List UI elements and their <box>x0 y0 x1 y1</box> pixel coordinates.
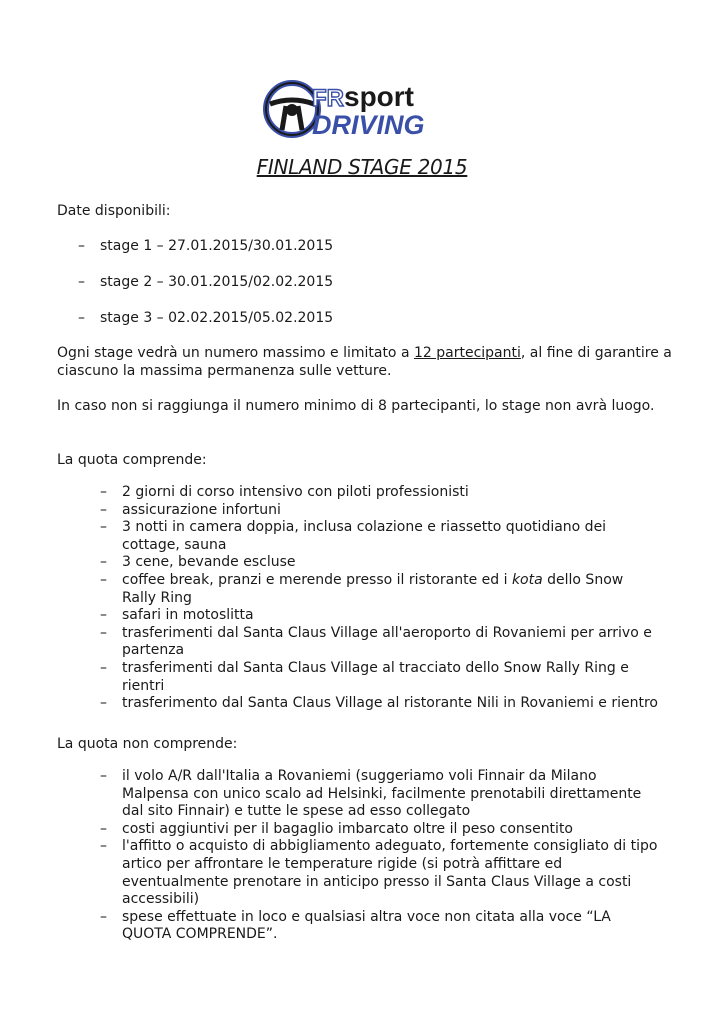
list-item: – costi aggiuntivi per il bagaglio imbarcato oltre il peso consentito <box>100 821 660 839</box>
includes-list <box>100 484 660 713</box>
kota-term: kota <box>511 571 543 588</box>
list-item: – l'affitto o acquisto di abbigliamento adeguato, fortemente consigliato di tipo artico per affrontare le temperature rigide (si potrà affittare ed eventualmente prenotare in anticipo presso il Santa Claus Village a costi accessibili) <box>100 838 660 908</box>
participants-paragraph <box>57 344 677 380</box>
list-item: – safari in motoslitta <box>100 607 660 625</box>
includes-heading: La quota comprende: <box>57 452 207 468</box>
list-item: – 2 giorni di corso intensivo con piloti professionisti <box>100 484 660 502</box>
logo-text-fr: FR <box>312 85 344 112</box>
list-item: – 3 cene, bevande escluse <box>100 554 660 572</box>
page-title: FINLAND STAGE 2015 <box>256 155 468 179</box>
list-item: – assicurazione infortuni <box>100 502 660 520</box>
excludes-heading: La quota non comprende: <box>57 736 238 752</box>
list-item: – spese effettuate in loco e qualsiasi altra voce non citata alla voce “LA QUOTA COMPRENDE”. <box>100 909 660 944</box>
list-item: – trasferimento dal Santa Claus Village al ristorante Nili in Rovaniemi e rientro <box>100 695 660 713</box>
dates-list <box>78 237 678 345</box>
list-item: – 3 notti in camera doppia, inclusa colazione e riassetto quotidiano dei cottage, sauna <box>100 519 660 554</box>
steering-wheel-icon <box>266 83 318 135</box>
list-item: – stage 2 – 30.01.2015/02.02.2015 <box>78 273 678 291</box>
list-item: – stage 3 – 02.02.2015/05.02.2015 <box>78 309 678 327</box>
dates-heading: Date disponibili: <box>57 203 171 219</box>
logo-text-driving: DRIVING <box>312 110 425 140</box>
participants-text-pre: Ogni stage vedrà un numero massimo e limitato a <box>57 345 414 361</box>
minimum-paragraph: In caso non si raggiunga il numero minimo di 8 partecipanti, lo stage non avrà luogo. <box>57 398 655 414</box>
list-item: – trasferimenti dal Santa Claus Village al tracciato dello Snow Rally Ring e rientri <box>100 660 660 695</box>
excludes-list <box>100 768 660 944</box>
list-item: – coffee break, pranzi e merende presso il ristorante ed i kota dello Snow Rally Ring <box>100 572 660 607</box>
participants-count: 12 partecipanti <box>413 345 521 361</box>
list-item: – il volo A/R dall'Italia a Rovaniemi (suggeriamo voli Finnair da Milano Malpensa con unico scalo ad Helsinki, facilmente prenotabili direttamente dal sito Finnair) e tutte le spese ad esso collegato <box>100 768 660 821</box>
list-item: – stage 1 – 27.01.2015/30.01.2015 <box>78 237 678 255</box>
frsport-driving-logo <box>262 74 452 144</box>
logo-text-sport: sport <box>344 81 414 112</box>
list-item: – trasferimenti dal Santa Claus Village all'aeroporto di Rovaniemi per arrivo e partenza <box>100 625 660 660</box>
participants-text-post: , al fine di garantire a ciascuno la massima permanenza sulle vetture. <box>57 345 672 379</box>
